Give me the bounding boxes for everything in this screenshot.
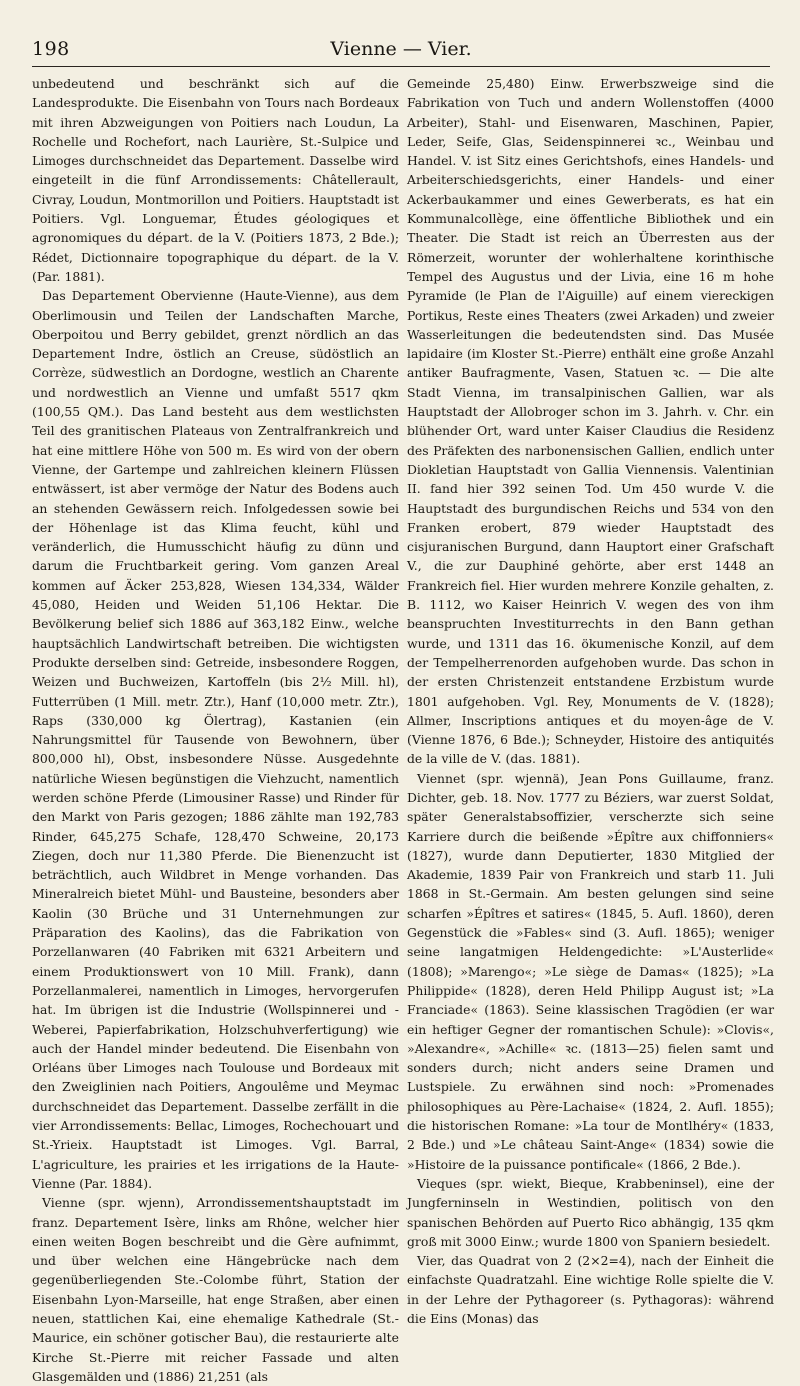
paragraph-vienne-departement-end: unbedeutend und beschränkt sich auf die Landesprodukte. Die Eisenbahn von Tours nach Bordeaux mit ihren Abzweigungen von Poitiers nach Loudun, La Rochelle und Rochefort, nach Laurière, St.-Sulpice und Limoges durchschneidet das Departement. Dasselbe wird eingeteilt in die fünf Arrondissements: Châtellerault, Civray, Loudun, Montmorillon und Poitiers. Hauptstadt ist Poitiers. Vgl. Longuemar, Études géologiques et agronomiques du départ. de la V. (Poitiers 1873, 2 Bde.); Rédet, Dictionnaire topographique du départ. de la V. (Par. 1881). [32,76,399,284]
page-header [32,38,770,67]
entry-vienne-city: Vienne (spr. wjenn), Arrondissementshauptstadt im franz. Departement Isère, links am Rhône, welcher hier einen weiten Bogen beschreibt und die Gère aufnimmt, und über welchen eine Hängebrücke nach dem gegenüberliegenden Ste.-Colombe führt, Station der Eisenbahn Lyon-Marseille, hat enge Straßen, aber einen neuen, stattlichen Kai, eine ehemalige Kathedrale (St.-Maurice, ein schöner gotischer Bau), die restaurierte alte Kirche St.-Pierre mit reicher Fassade und alten Glasgemälden und (1886) 21,251 (als [32,1195,399,1384]
entry-viennet: Viennet (spr. wjennä), Jean Pons Guillaume, franz. Dichter, geb. 18. Nov. 1777 zu Béziers, war zuerst Soldat, später Generalstabsoffizier, verscherzte sich seine Karriere durch die beißende »Épître aux chiffonniers« (1827), wurde dann Deputierter, 1830 Mitglied der Akademie, 1839 Pair von Frankreich und starb 11. Juli 1868 in St.-Germain. Am besten gelungen sind seine scharfen »Épîtres et satires« (1845, 5. Aufl. 1860), deren Gegenstück die »Fables« sind (3. Aufl. 1865); weniger seine langatmigen Heldengedichte: »L'Austerlide« (1808); »Marengo«; »Le siège de Damas« (1825); »La Philippide« (1828), deren Held Philipp August ist; »La Franciade« (1863). Seine klassischen Tragödien (er war ein heftiger Gegner der romantischen Schule): »Clovis«, »Alexandre«, »Achille« ꝛc. (1813—25) fielen samt und sonders durch; nicht anders seine Dramen und Lustspiele. Zu erwähnen sind noch: »Promenades philosophiques au Père-Lachaise« (1824, 2. Aufl. 1855); die historischen Romane: »La tour de Montlhéry« (1833, 2 Bde.) und »Le château Saint-Ange« (1834) sowie die »Histoire de la puissance pontificale« (1866, 2 Bde.). [407,770,774,1172]
entry-vieques: Vieques (spr. wiekt, Bieque, Krabbeninsel), eine der Jungferninseln in Westindien, politisch von den spanischen Behörden auf Puerto Rico abhängig, 135 qkm groß mit 3000 Einw.; wurde 1800 von Spaniern besiedelt. [407,1175,774,1249]
right-column [407,74,774,1326]
paragraph-obervienne: Das Departement Obervienne (Haute-Vienne), aus dem Oberlimousin und Teilen der Landschaften Marche, Oberpoitou und Berry gebildet, grenzt nördlich an das Departement Indre, östlich an Creuse, südöstlich an Corrèze, südwestlich an Dordogne, westlich an Charente und nordwestlich an Vienne und umfaßt 5517 qkm (100,55 QM.). Das Land besteht aus dem westlichsten Teil des granitischen Plateaus von Zentralfrankreich und hat eine mittlere Höhe von 500 m. Es wird von der obern Vienne, der Gartempe und zahlreichen kleinern Flüssen entwässert, ist aber vermöge der Natur des Bodens auch an stehenden Gewässern reich. Infolgedessen sowie bei der Höhenlage ist das Klima feucht, kühl und veränderlich, die Humusschicht häufig zu dünn und darum die Fruchtbarkeit gering. Vom ganzen Areal kommen auf Äcker 253,828, Wiesen 134,334, Wälder 45,080, Heiden und Weiden 51,106 Hektar. Die Bevölkerung belief sich 1886 auf 363,182 Einw., welche hauptsächlich Landwirtschaft betreiben. Die wichtigsten Produkte derselben sind: Getreide, insbesondere Roggen, Weizen und Buchweizen, Kartoffeln (bis 2½ Mill. hl), Futterrüben (1 Mill. metr. Ztr.), Hanf (10,000 metr. Ztr.), Raps (330,000 kg Ölertrag), Kastanien (ein Nahrungsmittel für Tausende von Bewohnern, über 800,000 hl), Obst, insbesondere Nüsse. Ausgedehnte natürliche Wiesen begünstigen die Viehzucht, namentlich werden schöne Pferde (Limousiner Rasse) und Rinder für den Markt von Paris gezogen; 1886 zählte man 192,783 Rinder, 645,275 Schafe, 128,470 Schweine, 20,173 Ziegen, doch nur 11,380 Pferde. Die Bienenzucht ist beträchtlich, auch Wildbret in Menge vorhanden. Das Mineralreich bietet Mühl- und Bausteine, besonders aber Kaolin (30 Brüche und 31 Unternehmungen zur Präparation des Kaolins), das die Fabrikation von Porzellanwaren (40 Fabriken mit 6321 Arbeitern und einem Produktionswert von 10 Mill. Frank), dann Porzellanmalerei, namentlich in Limoges, hervorgerufen hat. Im übrigen ist die Industrie (Wollspinnerei und -Weberei, Papierfabrikation, Holzschuhverfertigung) wie auch der Handel minder bedeutend. Die Eisenbahn von Orléans über Limoges nach Toulouse und Bordeaux mit den Zweiglinien nach Poitiers, Angoulême und Meymac durchschneidet das Departement. Dasselbe zerfällt in die vier Arrondissements: Bellac, Limoges, Rochechouart und St.-Yrieix. Hauptstadt ist Limoges. Vgl. Barral, L'agriculture, les prairies et les irrigations de la Haute-Vienne (Par. 1884). [32,288,399,1191]
left-column [32,74,399,1384]
paragraph-vienne-city-continued: Gemeinde 25,480) Einw. Erwerbszweige sind die Fabrikation von Tuch und andern Wollenstoffen (4000 Arbeiter), Stahl- und Eisenwaren, Maschinen, Papier, Leder, Seife, Glas, Seidenspinnerei ꝛc., Weinbau und Handel. V. ist Sitz eines Gerichtshofs, eines Handels- und Arbeiterschiedsgerichts, einer Handels- und einer Ackerbaukammer und eines Gewerberats, es hat ein Kommunalcollège, eine öffentliche Bibliothek und ein Theater. Die Stadt ist reich an Überresten aus der Römerzeit, worunter der wohlerhaltene korinthische Tempel des Augustus und der Livia, eine 16 m hohe Pyramide (le Plan de l'Aiguille) auf einem viereckigen Portikus, Reste eines Theaters (zwei Arkaden) und zweier Wasserleitungen die bedeutendsten sind. Das Musée lapidaire (im Kloster St.-Pierre) enthält eine große Anzahl antiker Baufragmente, Vasen, Statuen ꝛc. — Die alte Stadt Vienna, im transalpinischen Gallien, war als Hauptstadt der Allobroger schon im 3. Jahrh. v. Chr. ein blühender Ort, ward unter Kaiser Claudius die Residenz des Präfekten des narbonensischen Gallien, endlich unter Diokletian Hauptstadt von Gallia Viennensis. Valentinian II. fand hier 392 seinen Tod. Um 450 wurde V. die Hauptstadt des burgundischen Reichs und 534 von den Franken erobert, 879 wieder Hauptstadt des cisjuranischen Burgund, dann Hauptort einer Grafschaft V., die zur Dauphiné gehörte, aber erst 1448 an Frankreich fiel. Hier wurden mehrere Konzile gehalten, z. B. 1112, wo Kaiser Heinrich V. wegen des von ihm beanspruchten Investiturrechts in den Bann gethan wurde, und 1311 das 16. ökumenische Konzil, auf dem der Tempelherrenorden aufgehoben wurde. Das schon in der ersten Christenzeit entstandene Erzbistum wurde 1801 aufgehoben. Vgl. Rey, Monuments de V. (1828); Allmer, Inscriptions antiques et du moyen-âge de V. (Vienne 1876, 6 Bde.); Schneyder, Histoire des antiquités de la ville de V. (das. 1881). [407,76,774,767]
running-head: Vienne — Vier. [330,38,472,60]
entry-vier: Vier, das Quadrat von 2 (2×2=4), nach der Einheit die einfachste Quadratzahl. Eine wichtige Rolle spielte die V. in der Lehre der Pythagoreer (s. Pythagoras): während die Eins (Monas) das [407,1253,774,1326]
page-number: 198 [32,38,70,60]
